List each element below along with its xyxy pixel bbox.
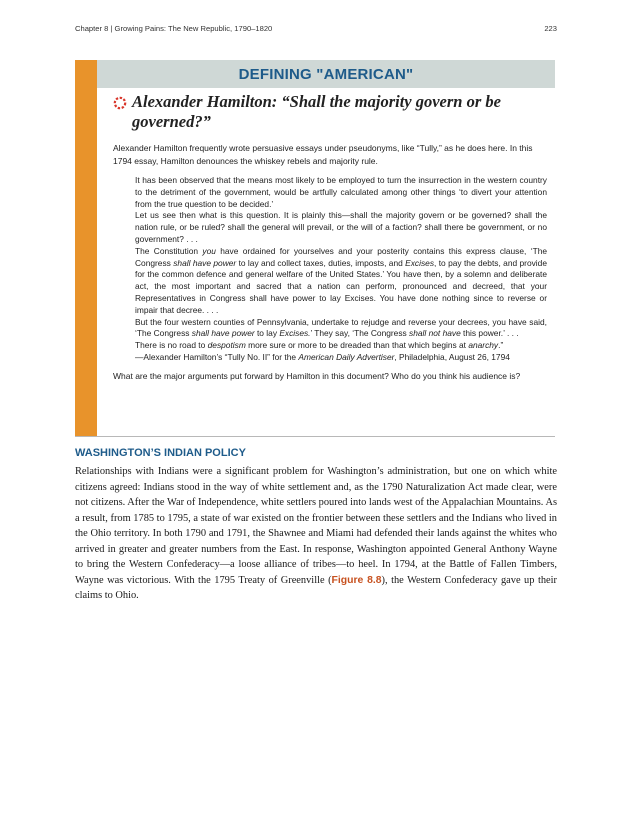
discussion-question: What are the major arguments put forward by Hamilton in this document? Who do you think his audience is?: [113, 370, 521, 381]
dotted-circle-icon: [113, 95, 127, 115]
section-heading: WASHINGTON’S INDIAN POLICY: [75, 447, 246, 459]
feature-content: [113, 92, 547, 382]
quote-paragraph: Let us see then what is this question. It is plainly this—shall the majority govern or be governed? shall the nation rule, or be ruled? shall the general will prevail, or the will of a faction? shall there be government, or no government? . . .: [135, 210, 547, 244]
quote-paragraph: It has been observed that the means most likely to be employed to turn the insurrection in the western country to the detriment of the government, would be artfully calculated among other things ‘to divert your attention from the true question to be decided.’: [135, 175, 547, 209]
defining-american-feature: [75, 60, 555, 437]
quote-paragraph: The Constitution you have ordained for yourselves and your posterity contains this express clause, ‘The Congress shall have power to lay and collect taxes, duties, imposts, and Excises, to pay the debts, and provide for the common defence and general welfare of the United States.’ You have then, by a solemn and deliberate act, the most important and sacred that a nation can perform, pronounced and decreed, that your Representatives in Congress shall have power to lay Excises. You have done nothing since to reverse or impair that decree. . . .: [135, 245, 548, 315]
feature-intro: Alexander Hamilton frequently wrote persuasive essays under pseudonyms, like “Tully,” as he does here. In this 1794 essay, Hamilton denounces the whiskey rebels and majority rule.: [113, 143, 533, 166]
quote-citation: —Alexander Hamilton’s “Tully No. II” for the American Daily Advertiser, Philadelphia, August 26, 1794: [135, 351, 510, 362]
accent-bar: [75, 60, 97, 436]
primary-source-quote: [135, 175, 547, 364]
figure-link[interactable]: Figure 8.8: [331, 574, 382, 586]
running-head: [75, 24, 557, 33]
page-number: 223: [544, 24, 557, 33]
quote-paragraph: But the four western counties of Pennsylvania, undertake to rejudge and reverse your decrees, you have said, ‘The Congress shall have power to lay Excises.’ They say, ‘The Congress shall not have this power.’ . . .: [135, 316, 547, 339]
section-body: Relationships with Indians were a significant problem for Washington’s administration, but one on which white citizens agreed: Indians stood in the way of white settlement and, as the 1790 Naturalization Act made clear, were not citizens. After the War of Independence, white settlers poured into lands west of the Appalachian Mountains. As a result, from 1785 to 1795, a state of war existed on the frontier between these settlers and the Indians who lived in the Ohio territory. In both 1790 and 1791, the Shawnee and Miami had defended their lands against the whites who arrived in greater and greater numbers from the East. In response, Washington appointed General Anthony Wayne to bring the Western Confederacy—a loose alliance of tribes—to heel. In 1794, at the Battle of Fallen Timbers, Wayne was victorious. With the 1795 Treaty of Greenville (Figure 8.8), the Western Confederacy gave up their claims to Ohio.: [75, 466, 557, 601]
chapter-title: Chapter 8 | Growing Pains: The New Republic, 1790–1820: [75, 24, 273, 33]
feature-header: [97, 60, 555, 88]
feature-heading: DEFINING "AMERICAN": [238, 65, 414, 83]
document-title-text: Alexander Hamilton: “Shall the majority govern or be governed?”: [132, 92, 501, 131]
document-title: [113, 92, 547, 132]
quote-paragraph: There is no road to despotism more sure or more to be dreaded than that which begins at anarchy.”: [135, 340, 504, 351]
